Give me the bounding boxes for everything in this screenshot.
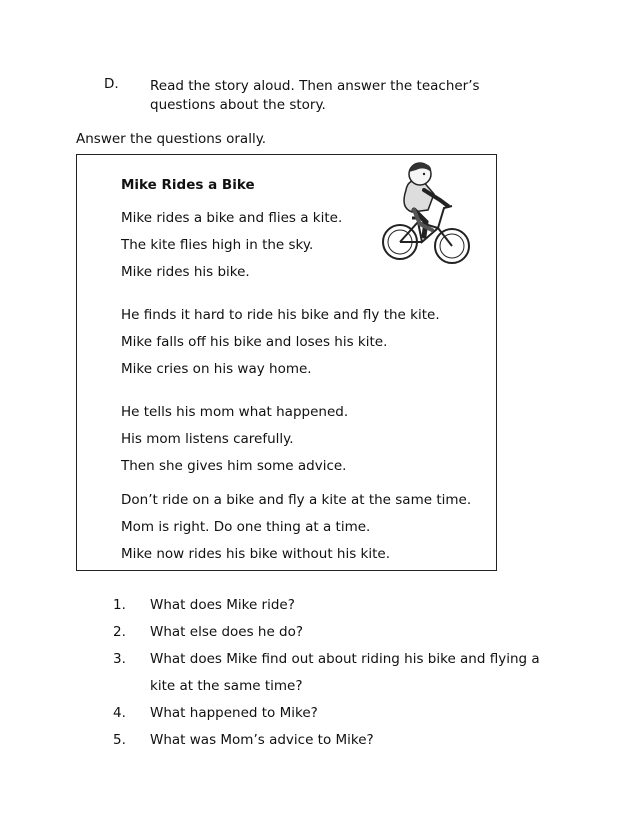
question-number: 2. — [113, 624, 126, 640]
question-number: 4. — [113, 705, 126, 721]
question-text-continued: kite at the same time? — [150, 678, 303, 694]
instruction-line-2: questions about the story. — [150, 97, 326, 113]
question-text: What was Mom’s advice to Mike? — [150, 732, 374, 748]
story-line: Mike falls off his bike and loses his kite. — [121, 334, 388, 350]
story-line: Don’t ride on a bike and fly a kite at the same time. — [121, 492, 472, 508]
story-line: He finds it hard to ride his bike and fly the kite. — [121, 307, 440, 323]
story-line: Mike rides his bike. — [121, 264, 250, 280]
story-line: Mom is right. Do one thing at a time. — [121, 519, 371, 535]
oral-answer-note: Answer the questions orally. — [76, 131, 267, 147]
story-line: His mom listens carefully. — [121, 431, 294, 447]
instruction-line-1: Read the story aloud. Then answer the teacher’s — [150, 78, 480, 94]
question-number: 3. — [113, 651, 126, 667]
question-text: What else does he do? — [150, 624, 304, 640]
question-text: What does Mike find out about riding his bike and flying a — [150, 651, 540, 667]
question-number: 5. — [113, 732, 126, 748]
story-line: Mike rides a bike and flies a kite. — [121, 210, 343, 226]
story-line: Then she gives him some advice. — [121, 458, 347, 474]
boy-on-bike-illustration — [378, 160, 474, 268]
story-line: He tells his mom what happened. — [121, 404, 349, 420]
question-text: What happened to Mike? — [150, 705, 318, 721]
question-text: What does Mike ride? — [150, 597, 295, 613]
section-letter: D. — [104, 76, 119, 92]
story-line: Mike now rides his bike without his kite. — [121, 546, 390, 562]
question-number: 1. — [113, 597, 126, 613]
story-line: The kite flies high in the sky. — [121, 237, 314, 253]
story-title: Mike Rides a Bike — [121, 177, 255, 193]
story-line: Mike cries on his way home. — [121, 361, 312, 377]
